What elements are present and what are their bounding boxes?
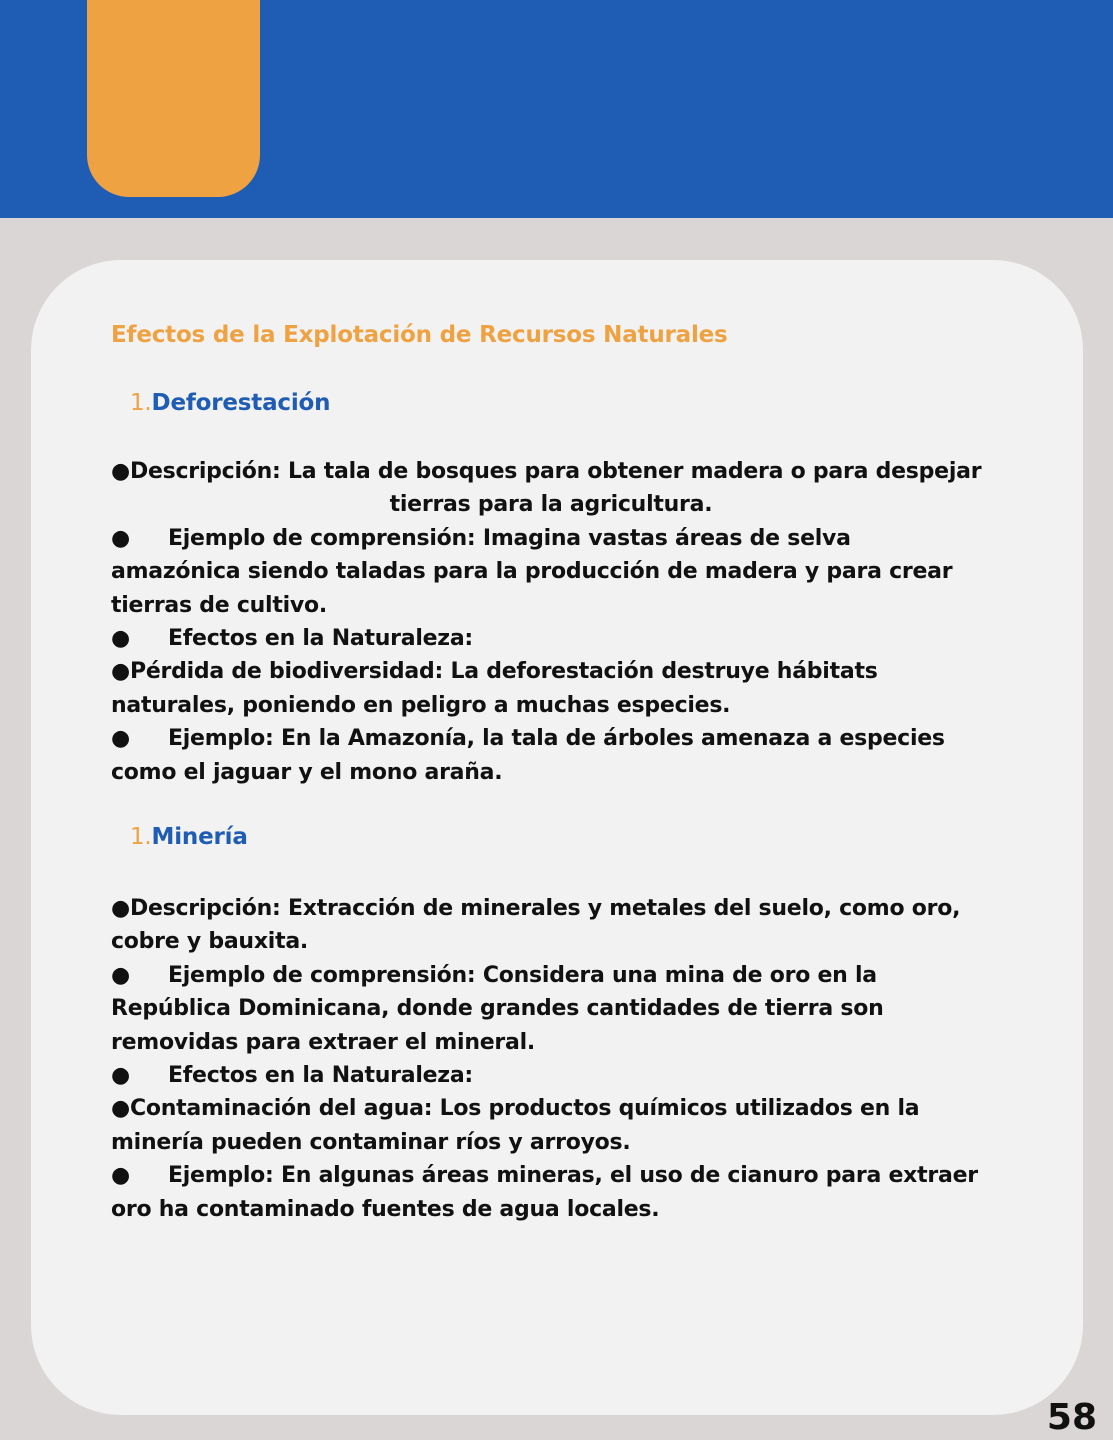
list-item: ●Descripción: La tala de bosques para obtener madera o para despejar bbox=[111, 459, 982, 484]
list-item-continuation: República Dominicana, donde grandes cantidades de tierra son bbox=[111, 996, 884, 1022]
section-body-deforestacion bbox=[111, 455, 991, 789]
section-number: 1. bbox=[130, 824, 152, 850]
bullet-icon: ● bbox=[111, 459, 130, 484]
list-item-continuation: cobre y bauxita. bbox=[111, 929, 309, 955]
page-number: 58 bbox=[1046, 1397, 1097, 1438]
bullet-icon: ● bbox=[111, 726, 130, 752]
list-item: ●Descripción: Extracción de minerales y metales del suelo, como oro, bbox=[111, 896, 961, 921]
list-item: ●Pérdida de biodiversidad: La deforestación destruye hábitats bbox=[111, 659, 878, 685]
list-item-continuation: tierras para la agricultura. bbox=[389, 492, 713, 518]
list-item: ● Ejemplo de comprensión: Considera una mina de oro en la bbox=[111, 962, 877, 988]
bullet-icon: ● bbox=[111, 525, 130, 551]
list-item-continuation: tierras de cultivo. bbox=[111, 592, 327, 618]
bullet-icon: ● bbox=[111, 626, 130, 652]
list-item: ● Ejemplo de comprensión: Imagina vastas áreas de selva bbox=[111, 525, 851, 551]
section-body-mineria bbox=[111, 892, 991, 1226]
section-title: Deforestación bbox=[151, 390, 331, 416]
bullet-icon: ● bbox=[111, 1063, 130, 1089]
list-item-continuation: minería pueden contaminar ríos y arroyos. bbox=[111, 1129, 631, 1155]
section-heading-deforestacion bbox=[130, 390, 330, 416]
section-heading-mineria bbox=[130, 824, 248, 850]
list-item: ● Efectos en la Naturaleza: bbox=[111, 626, 473, 652]
list-item: ●Contaminación del agua: Los productos químicos utilizados en la bbox=[111, 1096, 920, 1122]
list-item: ● Ejemplo: En algunas áreas mineras, el uso de cianuro para extraer bbox=[111, 1163, 978, 1189]
bullet-icon: ● bbox=[111, 659, 130, 685]
list-item-continuation: oro ha contaminado fuentes de agua locales. bbox=[111, 1196, 660, 1222]
list-item-continuation: amazónica siendo taladas para la producción de madera y para crear bbox=[111, 559, 953, 585]
list-item-continuation: como el jaguar y el mono araña. bbox=[111, 759, 503, 785]
bullet-icon: ● bbox=[111, 1096, 130, 1122]
page-title: Efectos de la Explotación de Recursos Naturales bbox=[111, 322, 728, 348]
bullet-icon: ● bbox=[111, 962, 130, 988]
section-title: Minería bbox=[151, 824, 248, 850]
list-item-continuation: removidas para extraer el mineral. bbox=[111, 1029, 536, 1055]
bullet-icon: ● bbox=[111, 1163, 130, 1189]
bullet-icon: ● bbox=[111, 896, 130, 921]
list-item: ● Efectos en la Naturaleza: bbox=[111, 1063, 473, 1089]
list-item: ● Ejemplo: En la Amazonía, la tala de árboles amenaza a especies bbox=[111, 726, 945, 752]
section-number: 1. bbox=[130, 390, 152, 416]
header-orange-tab bbox=[87, 0, 260, 197]
list-item-continuation: naturales, poniendo en peligro a muchas especies. bbox=[111, 692, 731, 718]
